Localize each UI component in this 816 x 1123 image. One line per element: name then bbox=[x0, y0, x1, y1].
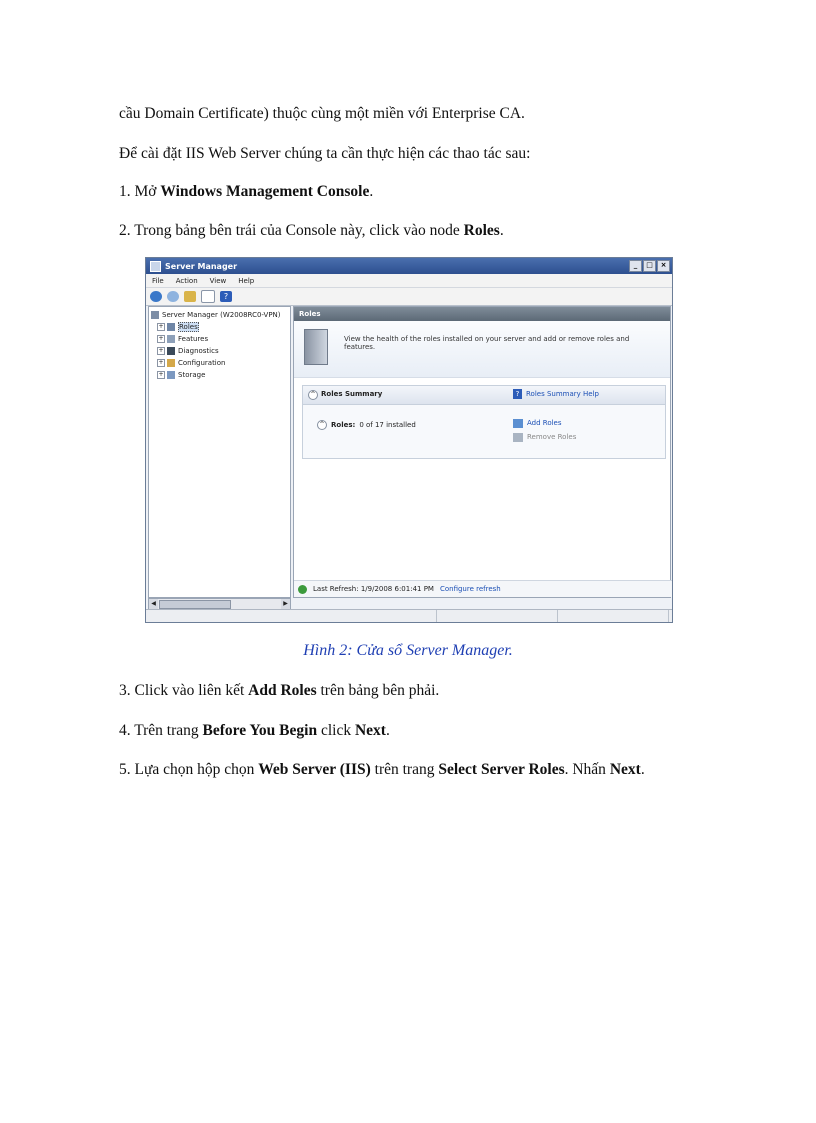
tree-item-label: Storage bbox=[178, 371, 206, 379]
roles-summary-header bbox=[303, 386, 665, 405]
roles-summary-help-link[interactable] bbox=[513, 389, 599, 399]
step-4 bbox=[119, 721, 390, 741]
server-manager-window bbox=[145, 257, 673, 623]
step-bold-text: Add Roles bbox=[248, 682, 317, 699]
server-tower-icon bbox=[304, 329, 328, 365]
window-controls bbox=[629, 260, 670, 272]
roles-summary-panel bbox=[302, 385, 666, 459]
refresh-icon[interactable] bbox=[298, 585, 307, 594]
help-icon: ? bbox=[513, 389, 522, 399]
roles-label: Roles: bbox=[331, 421, 356, 429]
menu-action[interactable]: Action bbox=[175, 276, 198, 285]
up-folder-icon[interactable] bbox=[184, 291, 196, 302]
server-manager-icon bbox=[150, 261, 161, 272]
expand-icon[interactable]: + bbox=[158, 371, 164, 378]
add-roles-link[interactable] bbox=[513, 416, 576, 430]
step-text: . bbox=[640, 761, 645, 778]
tree-item-roles[interactable] bbox=[151, 321, 288, 333]
collapse-icon[interactable]: ^ bbox=[308, 390, 318, 400]
status-section bbox=[558, 610, 669, 622]
window-title: Server Manager bbox=[165, 261, 238, 271]
step-bold-text: Next bbox=[609, 761, 641, 778]
diagnostics-icon bbox=[167, 347, 175, 355]
server-icon bbox=[151, 311, 159, 319]
step-text: . bbox=[385, 722, 390, 739]
back-arrow-icon[interactable] bbox=[150, 291, 162, 302]
menu-file[interactable]: File bbox=[152, 276, 164, 285]
step-bold-text: Next bbox=[354, 722, 386, 739]
tree-item-features[interactable] bbox=[151, 333, 288, 345]
step-text: 2. Trong bảng bên trái của Console này, click vào node bbox=[119, 222, 464, 239]
menu-help[interactable]: Help bbox=[238, 276, 255, 285]
tree-item-label: Configuration bbox=[178, 359, 226, 367]
tree-item-diagnostics[interactable] bbox=[151, 345, 288, 357]
step-bold-text: Windows Management Console bbox=[160, 183, 370, 200]
menu-view[interactable]: View bbox=[209, 276, 227, 285]
roles-actions bbox=[513, 416, 576, 444]
close-button[interactable]: × bbox=[657, 260, 670, 272]
refresh-footer bbox=[294, 580, 673, 597]
roles-banner bbox=[294, 321, 670, 378]
collapse-icon[interactable]: ^ bbox=[317, 420, 327, 430]
status-section bbox=[437, 610, 558, 622]
status-section bbox=[146, 610, 437, 622]
configuration-icon bbox=[167, 359, 175, 367]
roles-value: 0 of 17 installed bbox=[359, 421, 416, 429]
title-bar bbox=[146, 258, 672, 274]
tree-item-label: Roles bbox=[179, 323, 198, 331]
paragraph-intro bbox=[119, 104, 525, 124]
step-text: trên bảng bên phải. bbox=[316, 682, 440, 699]
step-text: click bbox=[317, 722, 355, 739]
roles-pane-header: Roles bbox=[294, 307, 670, 321]
step-text: . Nhấn bbox=[564, 761, 610, 778]
step-text: 3. Click vào liên kết bbox=[119, 682, 249, 699]
figure-caption: Hình 2: Cửa sổ Server Manager. bbox=[303, 642, 513, 659]
scroll-left-icon[interactable]: ◀ bbox=[149, 599, 158, 609]
paragraph-text: Để cài đặt IIS Web Server chúng ta cần thực hiện các thao tác sau: bbox=[119, 145, 531, 162]
step-bold-text: Before You Begin bbox=[202, 722, 318, 739]
forward-arrow-icon[interactable] bbox=[167, 291, 179, 302]
tree-root[interactable] bbox=[151, 309, 288, 321]
step-text: 1. Mở bbox=[119, 183, 161, 200]
step-text: . bbox=[369, 183, 374, 200]
roles-description: View the health of the roles installed on your server and add or remove roles and features. bbox=[344, 335, 630, 351]
step-bold-text: Roles bbox=[463, 222, 500, 239]
storage-icon bbox=[167, 371, 175, 379]
roles-pane bbox=[293, 306, 671, 598]
roles-icon bbox=[167, 323, 175, 331]
tree-pane bbox=[148, 306, 291, 598]
scroll-right-icon[interactable]: ▶ bbox=[281, 599, 290, 609]
features-icon bbox=[167, 335, 175, 343]
roles-summary-help-label: Roles Summary Help bbox=[526, 390, 599, 398]
scroll-thumb[interactable] bbox=[159, 600, 231, 609]
step-text: . bbox=[499, 222, 504, 239]
tree-root-label: Server Manager (W2008RC0-VPN) bbox=[162, 311, 281, 319]
remove-roles-label: Remove Roles bbox=[527, 433, 577, 441]
tree-item-storage[interactable] bbox=[151, 369, 288, 381]
help-icon[interactable]: ? bbox=[220, 291, 232, 302]
tree-item-label: Diagnostics bbox=[178, 347, 219, 355]
tree-item-label: Features bbox=[178, 335, 209, 343]
step-bold-text: Web Server (IIS) bbox=[258, 761, 371, 778]
show-hide-tree-icon[interactable] bbox=[201, 290, 215, 303]
paragraph-text: cầu Domain Certificate) thuộc cùng một miền với Enterprise CA. bbox=[119, 105, 525, 122]
configure-refresh-link[interactable]: Configure refresh bbox=[439, 585, 501, 593]
last-refresh-text: Last Refresh: 1/9/2008 6:01:41 PM bbox=[313, 585, 434, 593]
step-text: trên trang bbox=[370, 761, 439, 778]
expand-icon[interactable]: + bbox=[158, 323, 164, 330]
add-roles-icon bbox=[513, 419, 523, 428]
step-5 bbox=[119, 760, 645, 780]
minimize-button[interactable]: _ bbox=[629, 260, 642, 272]
expand-icon[interactable]: + bbox=[158, 359, 164, 366]
step-bold-text: Select Server Roles bbox=[438, 761, 565, 778]
step-text: 4. Trên trang bbox=[119, 722, 203, 739]
add-roles-label: Add Roles bbox=[527, 419, 562, 427]
menu-bar bbox=[146, 274, 672, 288]
toolbar bbox=[146, 288, 672, 306]
step-1 bbox=[119, 182, 373, 202]
remove-roles-icon bbox=[513, 433, 523, 442]
step-2 bbox=[119, 221, 504, 241]
step-3 bbox=[119, 681, 439, 701]
expand-icon[interactable]: + bbox=[158, 335, 164, 342]
tree-item-configuration[interactable] bbox=[151, 357, 288, 369]
roles-summary-title: Roles Summary bbox=[321, 390, 383, 398]
roles-count-line bbox=[317, 420, 416, 430]
remove-roles-link[interactable] bbox=[513, 430, 576, 444]
maximize-button[interactable]: □ bbox=[643, 260, 656, 272]
paragraph-steps-intro bbox=[119, 144, 530, 164]
step-text: 5. Lựa chọn hộp chọn bbox=[119, 761, 259, 778]
expand-icon[interactable]: + bbox=[158, 347, 164, 354]
status-bar bbox=[146, 609, 672, 622]
